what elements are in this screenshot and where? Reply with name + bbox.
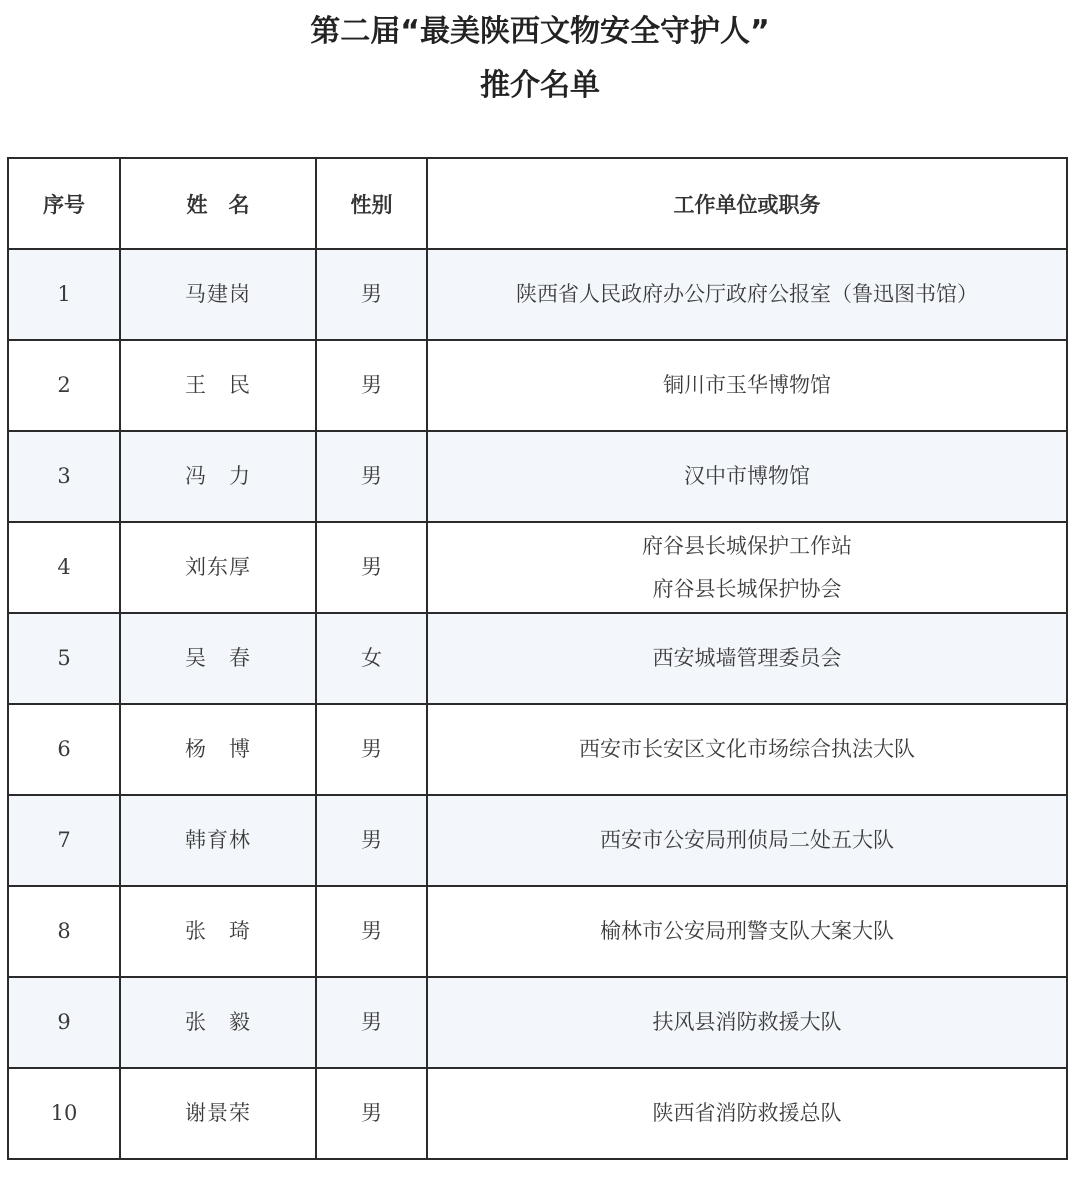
cell-gender: 男 (316, 886, 427, 977)
cell-seq: 5 (8, 613, 120, 704)
cell-name: 王 民 (120, 340, 316, 431)
cell-gender: 男 (316, 431, 427, 522)
cell-unit (427, 886, 1067, 977)
cell-seq: 1 (8, 249, 120, 340)
unit-line: 榆林市公安局刑警支队大案大队 (600, 919, 894, 943)
header-gender: 性别 (316, 158, 427, 249)
cell-name: 韩育林 (120, 795, 316, 886)
cell-gender: 男 (316, 522, 427, 613)
cell-name: 吴 春 (120, 613, 316, 704)
cell-name: 杨 博 (120, 704, 316, 795)
cell-seq: 3 (8, 431, 120, 522)
cell-gender: 男 (316, 1068, 427, 1159)
cell-gender: 男 (316, 249, 427, 340)
header-name: 姓 名 (120, 158, 316, 249)
cell-name: 马建岗 (120, 249, 316, 340)
nominee-table (7, 157, 1068, 1160)
table-row (8, 613, 1067, 704)
cell-seq: 2 (8, 340, 120, 431)
table-header-row (8, 158, 1067, 249)
cell-seq: 7 (8, 795, 120, 886)
unit-line: 汉中市博物馆 (684, 464, 810, 488)
cell-seq: 8 (8, 886, 120, 977)
cell-unit (427, 795, 1067, 886)
cell-name: 谢景荣 (120, 1068, 316, 1159)
unit-line: 铜川市玉华博物馆 (663, 373, 831, 397)
table-row (8, 1068, 1067, 1159)
cell-name: 刘东厚 (120, 522, 316, 613)
cell-unit (427, 249, 1067, 340)
cell-unit (427, 704, 1067, 795)
table-row (8, 886, 1067, 977)
cell-gender: 男 (316, 340, 427, 431)
cell-name: 张 琦 (120, 886, 316, 977)
unit-line: 西安市公安局刑侦局二处五大队 (600, 828, 894, 852)
table-row (8, 431, 1067, 522)
cell-name: 张 毅 (120, 977, 316, 1068)
page-subtitle: 推介名单 (480, 68, 600, 103)
unit-line: 扶风县消防救援大队 (652, 1010, 842, 1034)
page-title: 第二届“最美陕西文物安全守护人” (310, 14, 770, 49)
header-seq: 序号 (8, 158, 120, 249)
table-row (8, 522, 1067, 613)
cell-seq: 4 (8, 522, 120, 613)
unit-line: 陕西省人民政府办公厅政府公报室（鲁迅图书馆） (516, 282, 978, 306)
unit-line: 府谷县长城保护协会 (652, 576, 842, 601)
cell-unit (427, 977, 1067, 1068)
table-row (8, 249, 1067, 340)
table-row (8, 340, 1067, 431)
cell-gender: 男 (316, 704, 427, 795)
cell-seq: 10 (8, 1068, 120, 1159)
table-body (8, 249, 1067, 1159)
table-row (8, 704, 1067, 795)
unit-line: 西安市长安区文化市场综合执法大队 (579, 737, 915, 761)
cell-gender: 男 (316, 977, 427, 1068)
cell-unit (427, 522, 1067, 613)
table-row (8, 795, 1067, 886)
header-unit: 工作单位或职务 (427, 158, 1067, 249)
cell-seq: 9 (8, 977, 120, 1068)
unit-line: 府谷县长城保护工作站 (642, 533, 852, 558)
cell-name: 冯 力 (120, 431, 316, 522)
unit-line: 陕西省消防救援总队 (652, 1101, 842, 1125)
table-row (8, 977, 1067, 1068)
cell-gender: 女 (316, 613, 427, 704)
cell-unit (427, 431, 1067, 522)
cell-unit (427, 613, 1067, 704)
cell-unit (427, 1068, 1067, 1159)
unit-line: 西安城墙管理委员会 (652, 646, 842, 670)
cell-gender: 男 (316, 795, 427, 886)
cell-seq: 6 (8, 704, 120, 795)
cell-unit (427, 340, 1067, 431)
